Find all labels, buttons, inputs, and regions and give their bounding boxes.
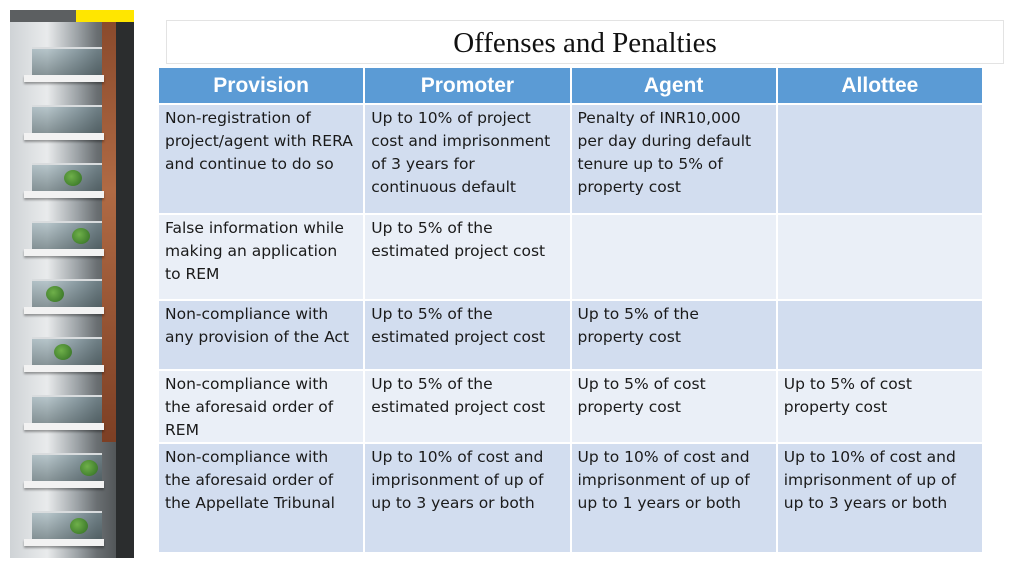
dark-column — [116, 22, 134, 558]
penalties-table — [157, 66, 984, 554]
cell-promoter: Up to 5% of the estimated project cost — [364, 370, 570, 443]
balcony — [24, 30, 104, 82]
cell-promoter: Up to 10% of project cost and imprisonment of 3 years for continuous default — [364, 104, 570, 214]
balcony — [24, 88, 104, 140]
table-row — [158, 214, 983, 300]
cell-allottee: Up to 10% of cost and imprisonment of up of up to 3 years or both — [777, 443, 983, 553]
header-agent: Agent — [571, 67, 777, 104]
brick-column — [102, 22, 116, 442]
cell-promoter: Up to 10% of cost and imprisonment of up of up to 3 years or both — [364, 443, 570, 553]
page-title: Offenses and Penalties — [453, 27, 717, 59]
table-row — [158, 443, 983, 553]
balcony — [24, 262, 104, 314]
decor-bar-grey — [10, 10, 76, 22]
header-promoter: Promoter — [364, 67, 570, 104]
header-provision: Provision — [158, 67, 364, 104]
table-header-row — [158, 67, 983, 104]
cell-provision: Non-compliance with any provision of the Act — [158, 300, 364, 370]
balcony — [24, 146, 104, 198]
cell-promoter: Up to 5% of the estimated project cost — [364, 214, 570, 300]
balcony — [24, 378, 104, 430]
cell-agent: Up to 5% of cost property cost — [571, 370, 777, 443]
cell-agent — [571, 214, 777, 300]
cell-agent: Up to 5% of the property cost — [571, 300, 777, 370]
cell-promoter: Up to 5% of the estimated project cost — [364, 300, 570, 370]
table-row — [158, 370, 983, 443]
cell-allottee: Up to 5% of cost property cost — [777, 370, 983, 443]
cell-allottee — [777, 300, 983, 370]
decor-bar-yellow — [76, 10, 134, 22]
table-row — [158, 104, 983, 214]
cell-allottee — [777, 104, 983, 214]
balcony — [24, 320, 104, 372]
cell-agent: Penalty of INR10,000 per day during default tenure up to 5% of property cost — [571, 104, 777, 214]
cell-allottee — [777, 214, 983, 300]
cell-provision: Non-compliance with the aforesaid order of REM — [158, 370, 364, 443]
cell-agent: Up to 10% of cost and imprisonment of up of up to 1 years or both — [571, 443, 777, 553]
balcony — [24, 494, 104, 546]
cell-provision: False information while making an application to REM — [158, 214, 364, 300]
header-allottee: Allottee — [777, 67, 983, 104]
cell-provision: Non-compliance with the aforesaid order of the Appellate Tribunal — [158, 443, 364, 553]
balcony — [24, 436, 104, 488]
title-box — [166, 20, 1004, 64]
building-photo — [10, 10, 134, 558]
balcony — [24, 204, 104, 256]
table-row — [158, 300, 983, 370]
cell-provision: Non-registration of project/agent with RERA and continue to do so — [158, 104, 364, 214]
